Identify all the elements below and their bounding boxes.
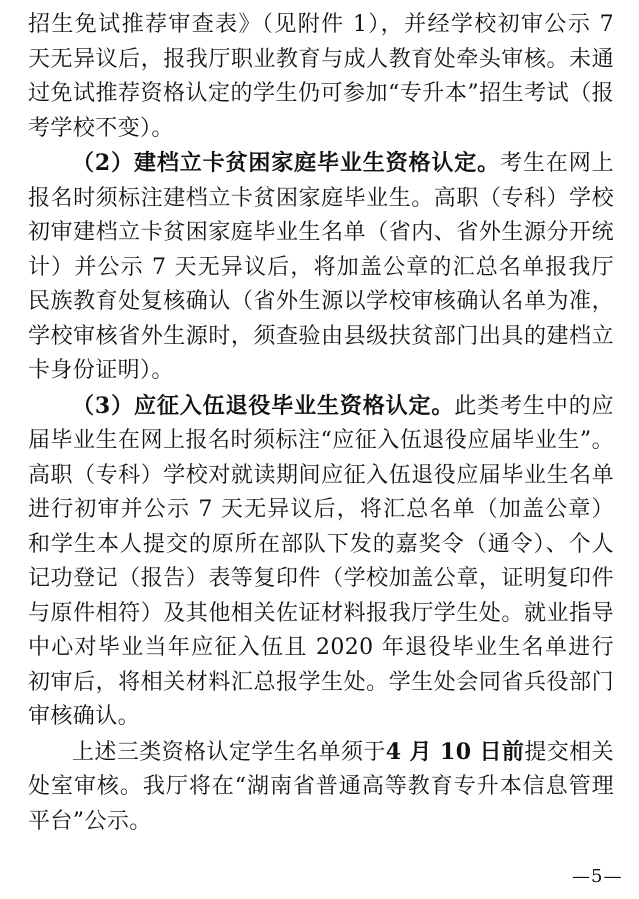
paragraph-3-heading: （3）应征入伍退役毕业生资格认定。 bbox=[72, 392, 455, 419]
paragraph-4-text-start: 上述三类资格认定学生名单须于 bbox=[72, 739, 386, 765]
paragraph-3-text: 此类考生中的应届毕业生在网上报名时须标注“应征入伍退役应届毕业生”。高职（专科）学校对就读期间应征入伍退役应届毕业生名单进行初审并公示 7 天无异议后，将汇总名单（加盖公章）和学生本人提交的原所在部队下发的嘉奖令（通令）、个人记功登记（报告）表等复印件（学校加盖公章，证明复印件与原件相符）及其他相关佐证材料报我厅学生处。就业指导中心对毕业当年应征入伍且 2020 年退役毕业生名单进行初审后，将相关材料汇总报学生处。学生处会同省兵役部门审核确认。 bbox=[28, 393, 614, 729]
document-body bbox=[28, 8, 614, 839]
paragraph-2 bbox=[28, 146, 614, 389]
paragraph-4-text-end: 提交相关处室审核。我厅将在“湖南省普通高等教育专升本信息管理平台”公示。 bbox=[28, 739, 614, 834]
paragraph-2-heading: （2）建档立卡贫困家庭毕业生资格认定。 bbox=[72, 150, 501, 176]
paragraph-4 bbox=[28, 735, 614, 840]
paragraph-3 bbox=[28, 389, 614, 735]
paragraph-4-deadline: 4 月 10 日前 bbox=[385, 738, 525, 765]
paragraph-1-text: 招生免试推荐审查表》（见附件 1），并经学校初审公示 7 天无异议后，报我厅职业教育与成人教育处牵头审核。未通过免试推荐资格认定的学生仍可参加“专升本”招生考试（报考学校不变）。 bbox=[28, 12, 614, 141]
paragraph-1 bbox=[28, 8, 614, 146]
page-number: —5— bbox=[572, 866, 623, 887]
paragraph-2-text: 考生在网上报名时须标注建档立卡贫困家庭毕业生。高职（专科）学校初审建档立卡贫困家庭毕业生名单（省内、省外生源分开统计）并公示 7 天无异议后，将加盖公章的汇总名单报我厅民族教育处复核确认（省外生源以学校审核确认名单为准，学校审核省外生源时，须查验由县级扶贫部门出具的建档立卡身份证明）。 bbox=[28, 151, 614, 383]
